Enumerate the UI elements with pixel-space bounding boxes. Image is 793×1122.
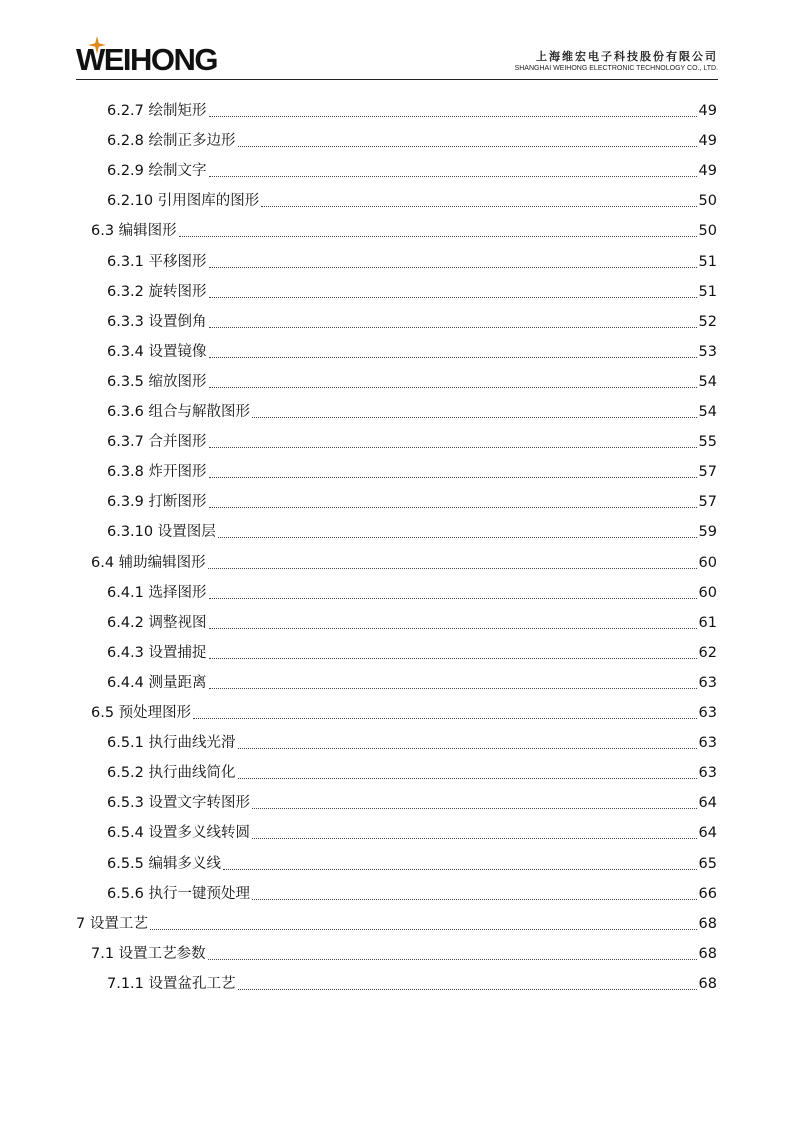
toc-leader-dots	[209, 506, 697, 508]
toc-entry[interactable]	[0, 909, 793, 939]
toc-entry-title: 6.5.4 设置多义线转圆	[107, 825, 251, 842]
toc-leader-dots	[238, 747, 697, 749]
toc-entry-page: 68	[698, 915, 717, 932]
toc-leader-dots	[238, 988, 697, 990]
toc-entry[interactable]	[0, 126, 793, 156]
toc-leader-dots	[209, 446, 697, 448]
toc-entry-title: 6.5.5 编辑多义线	[107, 855, 222, 872]
toc-entry[interactable]	[0, 367, 793, 397]
toc-entry[interactable]	[0, 96, 793, 126]
toc-leader-dots	[209, 296, 697, 298]
toc-entry-title: 6.5.2 执行曲线简化	[107, 765, 236, 782]
toc-leader-dots	[209, 657, 697, 659]
toc-leader-dots	[209, 266, 697, 268]
toc-entry-page: 63	[698, 705, 717, 721]
toc-entry-title: 6.3.6 组合与解散图形	[107, 404, 251, 420]
toc-entry-title: 6.5.3 设置文字转图形	[107, 795, 251, 812]
toc-entry-page: 66	[698, 885, 717, 902]
toc-entry-page: 53	[698, 343, 717, 360]
toc-entry-title: 6.3.10 设置图层	[107, 524, 216, 541]
toc-leader-dots	[238, 145, 697, 147]
weihong-logo	[76, 36, 246, 80]
toc-entry-title: 6.4 辅助编辑图形	[91, 554, 206, 571]
toc-entry-page: 60	[698, 584, 717, 601]
toc-entry-page: 54	[698, 373, 717, 390]
toc-entry-title: 7 设置工艺	[76, 915, 148, 932]
company-name-en: SHANGHAI WEIHONG ELECTRONIC TECHNOLOGY CO., LTD.	[514, 65, 718, 72]
toc-leader-dots	[179, 235, 697, 237]
toc-leader-dots	[238, 777, 697, 779]
toc-leader-dots	[150, 928, 697, 930]
header-rule	[76, 79, 718, 80]
toc-entry-page: 68	[698, 975, 717, 992]
toc-leader-dots	[223, 868, 697, 870]
toc-entry-title: 6.4.1 选择图形	[107, 584, 207, 601]
toc-entry-title: 6.3 编辑图形	[91, 223, 177, 240]
toc-leader-dots	[209, 326, 697, 328]
toc-entry-page: 57	[698, 464, 717, 481]
toc-entry-title: 6.3.1 平移图形	[107, 253, 207, 270]
toc-entry-page: 50	[698, 193, 717, 210]
toc-entry-title: 6.4.3 设置捕捉	[107, 644, 207, 661]
toc-entry[interactable]	[0, 307, 793, 337]
toc-entry[interactable]	[0, 849, 793, 879]
toc-leader-dots	[209, 356, 697, 358]
toc-entry[interactable]	[0, 879, 793, 909]
toc-entry-title: 7.1 设置工艺参数	[91, 945, 206, 962]
toc-entry-page: 63	[698, 765, 717, 782]
toc-leader-dots	[252, 898, 697, 900]
toc-leader-dots	[209, 386, 697, 388]
toc-leader-dots	[209, 687, 697, 689]
toc-entry-page: 65	[698, 855, 717, 872]
toc-entry[interactable]	[0, 487, 793, 517]
toc-entry-title: 6.5 预处理图形	[91, 705, 192, 721]
toc-entry-page: 51	[698, 283, 717, 300]
toc-entry[interactable]	[0, 427, 793, 457]
toc-leader-dots	[252, 837, 697, 839]
toc-entry-title: 6.2.7 绘制矩形	[107, 103, 207, 119]
toc-entry-page: 49	[698, 103, 717, 119]
toc-entry[interactable]	[0, 668, 793, 698]
toc-entry[interactable]	[0, 216, 793, 246]
toc-entry-page: 64	[698, 795, 717, 812]
toc-entry[interactable]	[0, 517, 793, 547]
page-header	[76, 36, 718, 80]
toc-leader-dots	[261, 205, 696, 207]
toc-entry-title: 6.3.5 缩放图形	[107, 373, 207, 390]
toc-entry[interactable]	[0, 156, 793, 186]
toc-entry[interactable]	[0, 728, 793, 758]
toc-entry[interactable]	[0, 698, 793, 728]
toc-entry-page: 52	[698, 313, 717, 330]
toc-entry-title: 6.3.8 炸开图形	[107, 464, 207, 481]
toc-leader-dots	[209, 175, 697, 177]
toc-entry-page: 60	[698, 554, 717, 571]
toc-entry-page: 63	[698, 735, 717, 752]
toc-entry-page: 51	[698, 253, 717, 270]
toc-entry-page: 63	[698, 674, 717, 691]
toc-entry-title: 6.5.6 执行一键预处理	[107, 885, 251, 902]
toc-entry-page: 68	[698, 945, 717, 962]
toc-entry[interactable]	[0, 608, 793, 638]
toc-entry-page: 54	[698, 404, 717, 420]
toc-entry-page: 61	[698, 614, 717, 631]
toc-entry-title: 6.3.7 合并图形	[107, 434, 207, 451]
toc-entry[interactable]	[0, 247, 793, 277]
toc-leader-dots	[208, 567, 697, 569]
toc-entry[interactable]	[0, 788, 793, 818]
toc-entry[interactable]	[0, 277, 793, 307]
toc-entry-title: 6.5.1 执行曲线光滑	[107, 735, 236, 752]
toc-entry-title: 7.1.1 设置盆孔工艺	[107, 975, 236, 992]
toc-entry-page: 49	[698, 133, 717, 150]
toc-entry-page: 62	[698, 644, 717, 661]
toc-leader-dots	[209, 476, 697, 478]
toc-entry-title: 6.4.2 调整视图	[107, 614, 207, 631]
company-name-cn: 上海维宏电子科技股份有限公司	[536, 50, 718, 63]
toc-entry-title: 6.3.9 打断图形	[107, 494, 207, 511]
toc-entry-title: 6.2.10 引用图库的图形	[107, 193, 260, 210]
toc-entry[interactable]	[0, 818, 793, 848]
toc-entry[interactable]	[0, 969, 793, 999]
logo-text: WEIHONG	[76, 42, 218, 77]
toc-entry[interactable]	[0, 337, 793, 367]
toc-entry[interactable]	[0, 548, 793, 578]
toc-entry-title: 6.3.3 设置倒角	[107, 313, 207, 330]
toc-entry-page: 55	[698, 434, 717, 451]
toc-entry-page: 59	[698, 524, 717, 541]
toc-entry-page: 64	[698, 825, 717, 842]
toc-leader-dots	[209, 597, 697, 599]
toc-leader-dots	[208, 958, 697, 960]
toc-entry-title: 6.2.9 绘制文字	[107, 163, 207, 180]
toc-entry[interactable]	[0, 638, 793, 668]
toc-leader-dots	[193, 717, 696, 719]
toc-leader-dots	[252, 807, 697, 809]
toc-leader-dots	[209, 115, 697, 117]
toc-entry-page: 57	[698, 494, 717, 511]
toc-entry-title: 6.4.4 测量距离	[107, 674, 207, 691]
toc-entry-title: 6.3.2 旋转图形	[107, 283, 207, 300]
toc-entry[interactable]	[0, 578, 793, 608]
toc-entry[interactable]	[0, 397, 793, 427]
toc-leader-dots	[218, 536, 697, 538]
toc-entry-title: 6.3.4 设置镜像	[107, 343, 207, 360]
toc-entry[interactable]	[0, 939, 793, 969]
toc-leader-dots	[209, 627, 697, 629]
toc-entry[interactable]	[0, 758, 793, 788]
toc-entry[interactable]	[0, 186, 793, 216]
toc-entry-page: 50	[698, 223, 717, 240]
toc-leader-dots	[252, 416, 697, 418]
toc-entry-page: 49	[698, 163, 717, 180]
toc-entry[interactable]	[0, 457, 793, 487]
toc-entry-title: 6.2.8 绘制正多边形	[107, 133, 236, 150]
